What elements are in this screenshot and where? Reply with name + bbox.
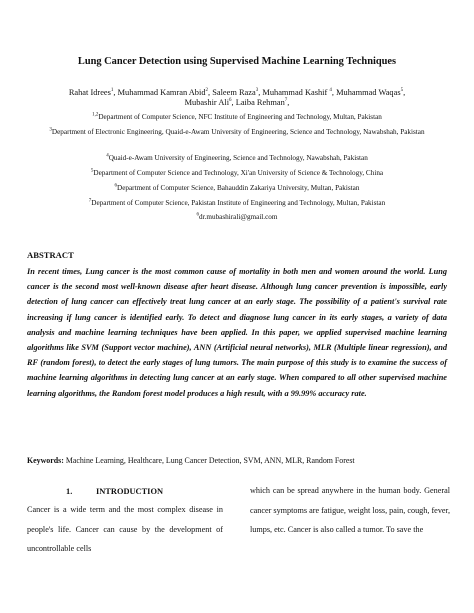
paper-title: Lung Cancer Detection using Supervised Machine Learning Techniques	[77, 56, 397, 67]
author: Saleem Raza$^3$,	[212, 88, 263, 97]
intro-right-column: which can be spread anywhere in the human body. General cancer symptoms are fatigue, weight loss, pain, cough, fever, lumps, etc. Cancer is also called a tumor. To save the	[250, 486, 450, 534]
author: Muhammad Kamran Abid$^2$,	[117, 88, 213, 97]
affiliation: $^5$Department of Computer Science and Technology, Xi'an University of Science & Technology, China	[90, 168, 384, 177]
author: Muhammad Waqas$^5$,	[336, 88, 406, 97]
keywords-label: Keywords:	[27, 456, 64, 465]
affiliation: $^3$Department of Electronic Engineering, Quaid-e-Awam University of Engineering, Science and Technology, Nawabshah, Pakistan	[49, 127, 425, 136]
abstract-heading: ABSTRACT	[27, 250, 74, 260]
affiliation: $^7$Department of Computer Science, Pakistan Institute of Engineering and Technology, Multan, Pakistan	[88, 198, 386, 207]
author: Rahat Idrees$^1$,	[68, 88, 118, 97]
author: Laiba Rehman$^7$,	[235, 98, 290, 107]
affiliation: $^4$Quaid-e-Awam University of Engineering, Science and Technology, Nawabshah, Pakistan	[106, 153, 368, 162]
section-number: 1.	[66, 487, 73, 496]
author-email: $^6$dr.mubashirali@gmail.com	[196, 212, 278, 221]
affiliation: $^{1,2}$Department of Computer Science, NFC Institute of Engineering and Technology, Multan, Pakistan	[92, 112, 382, 121]
keywords-text: Machine Learning, Healthcare, Lung Cancer Detection, SVM, ANN, MLR, Random Forest	[65, 456, 355, 465]
keywords	[27, 456, 447, 465]
abstract-text: In recent times, Lung cancer is the most common cause of mortality in both men and women around the world. Lung cancer is the second most well-known disease after heart disease. Although lung cancer prevention is impossible, early detection of lung cancer can effectively treat lung cancer at an early stage. The possibility of a patient's survival rate increasing if lung cancer is identified early. To detect and diagnose lung cancer in its early stages, a variety of data analysis and machine learning techniques have been applied. In this paper, we applied supervised machine learning algorithms like SVM (Support vector machine), ANN (Artificial neural networks), MLR (Multiple linear regression), and RF (random forest), to detect the early stages of lung tumors. The main purpose of this study is to examine the success of machine learning algorithms in detecting lung cancer at an early stage. When compared to all other supervised machine learning algorithms, the Random forest model produces a high result, with a 99.99% accuracy rate.	[27, 267, 447, 398]
author: Muhammad Kashif $^4$,	[262, 88, 337, 97]
intro-left-column: Cancer is a wide term and the most complex disease in people's life. Cancer can cause by the development of uncontrollable cells	[27, 505, 223, 553]
introduction-heading	[66, 487, 163, 496]
affiliation: $^6$Department of Computer Science, Bahauddin Zakariya University, Multan, Pakistan	[114, 183, 360, 192]
section-title: INTRODUCTION	[96, 487, 164, 496]
author: Mubashir Ali$^6$,	[184, 98, 236, 107]
author-list	[48, 88, 426, 108]
